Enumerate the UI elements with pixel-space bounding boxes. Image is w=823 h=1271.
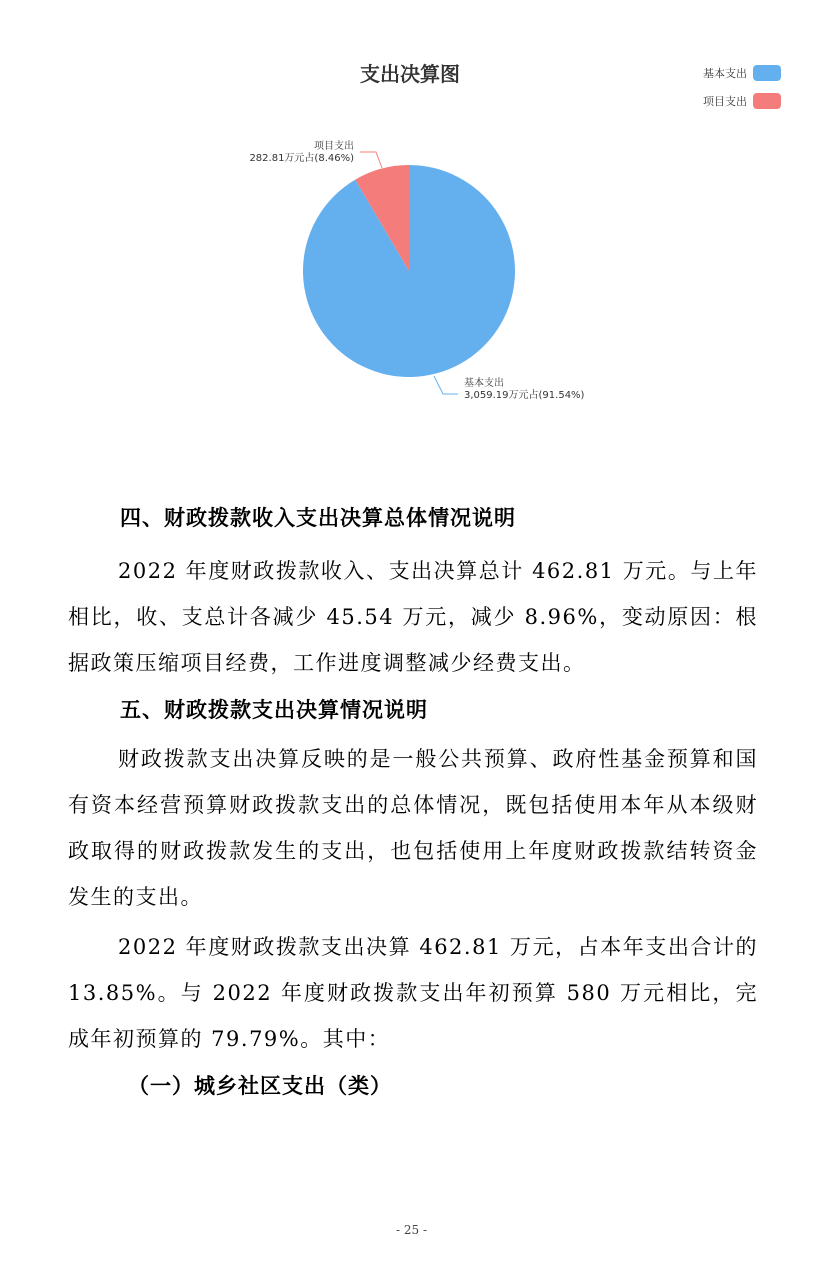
section-5-paragraph-2: 2022 年度财政拨款支出决算 462.81 万元，占本年支出合计的 13.85%。与 2022 年度财政拨款支出年初预算 580 万元相比，完成年初预算的 79.79%。其中：: [68, 935, 758, 1051]
leader-line-project: [360, 152, 382, 168]
body-text: [68, 496, 758, 1108]
chart-title: 支出决算图: [360, 62, 460, 86]
slice-label-basic-value: 3,059.19万元占(91.54%): [464, 390, 585, 401]
section-5-heading: 五、财政拨款支出决算情况说明: [120, 697, 428, 722]
leader-line-basic: [434, 376, 458, 394]
legend-label-project: 项目支出: [703, 95, 747, 108]
slice-label-basic-name: 基本支出: [464, 378, 504, 389]
section-4-heading: 四、财政拨款收入支出决算总体情况说明: [120, 505, 516, 530]
legend-label-basic: 基本支出: [703, 67, 747, 80]
pie-chart: [0, 0, 823, 420]
section-4-paragraph: 2022 年度财政拨款收入、支出决算总计 462.81 万元。与上年相比，收、支总计各减少 45.54 万元，减少 8.96%，变动原因：根据政策压缩项目经费，工作进度调整减少经费支出。: [68, 559, 758, 675]
slice-label-project-value: 282.81万元占(8.46%): [249, 153, 354, 164]
section-5-paragraph-1: 财政拨款支出决算反映的是一般公共预算、政府性基金预算和国有资本经营预算财政拨款支出的总体情况，既包括使用本年从本级财政取得的财政拨款发生的支出，也包括使用上年度财政拨款结转资金发生的支出。: [68, 747, 758, 909]
subsection-1-heading: （一）城乡社区支出（类）: [128, 1073, 392, 1098]
page-number: - 25 -: [395, 1223, 427, 1237]
slice-label-project-name: 项目支出: [314, 141, 354, 152]
